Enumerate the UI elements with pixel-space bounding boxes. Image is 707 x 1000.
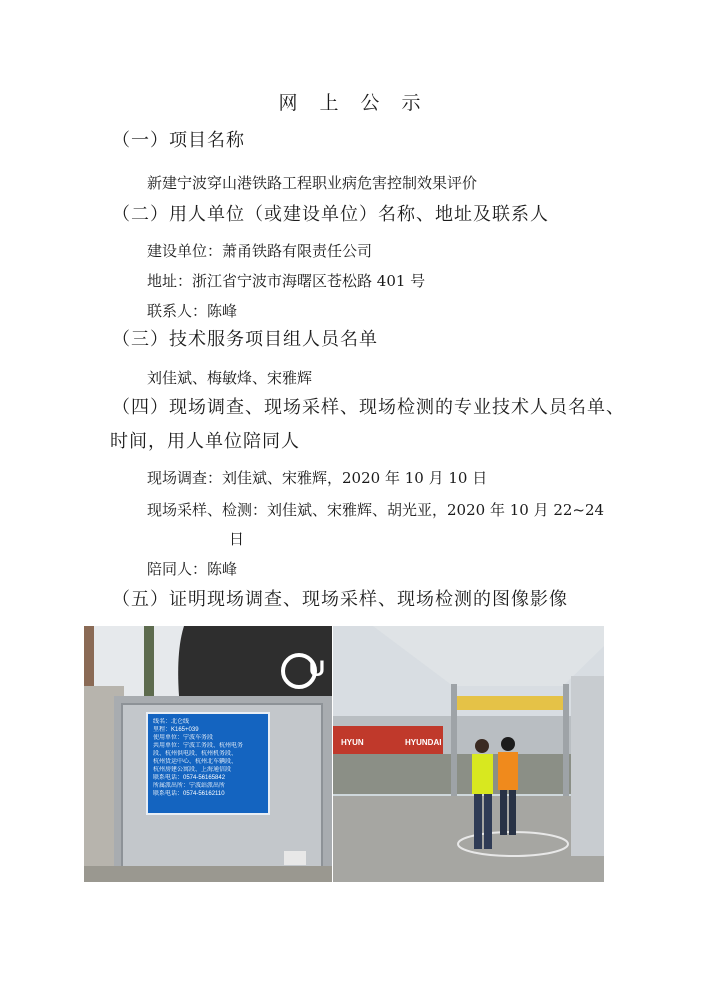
gate-info-sign <box>146 712 270 815</box>
shelter-scene <box>333 626 604 882</box>
address: 地址：浙江省宁波市海曙区苍松路 401 号 <box>147 272 426 290</box>
site-photo-gate <box>84 626 332 882</box>
sign-line: 里程：K165+039 <box>153 727 199 733</box>
sampling-line: 现场采样、检测：刘佳斌、宋雅辉、胡光亚，2020 年 10 月 22~24 <box>147 501 605 519</box>
section-1-heading: （一）项目名称 <box>112 130 245 151</box>
section-4-heading-line2: 时间，用人单位陪同人 <box>110 431 300 452</box>
survey-line: 现场调查：刘佳斌、宋雅辉，2020 年 10 月 10 日 <box>147 469 488 487</box>
tank-lettering: U <box>309 656 325 681</box>
sign-line: 段、杭州供电段、杭州机务段、 <box>153 751 238 757</box>
section-5-heading: （五）证明现场调查、现场采样、现场检测的图像影像 <box>112 589 568 610</box>
page-title: 网 上 公 示 <box>278 92 429 114</box>
sign-line: 联系电话：0574-56165842 <box>153 775 226 781</box>
team-members: 刘佳斌、梅敏烽、宋雅辉 <box>147 369 313 387</box>
section-2-heading: （二）用人单位（或建设单位）名称、地址及联系人 <box>112 204 549 225</box>
project-name: 新建宁波穿山港铁路工程职业病危害控制效果评价 <box>147 174 478 192</box>
site-photo-shelter <box>333 626 604 882</box>
sign-line: 联系电话：0574-56162110 <box>153 791 225 797</box>
accompany-person: 陪同人：陈峰 <box>147 560 238 578</box>
container-label-1: HYUN <box>341 738 364 747</box>
sign-line: 杭州货运中心、杭州北车辆段、 <box>153 759 238 765</box>
container-label-2: HYUNDAI <box>405 738 442 747</box>
section-4-heading-line1: （四）现场调查、现场采样、现场检测的专业技术人员名单、 <box>112 397 625 418</box>
section-3-heading: （三）技术服务项目组人员名单 <box>112 329 378 350</box>
sampling-line-cont: 日 <box>229 530 245 548</box>
sign-line: 线名：北仑线 <box>153 719 190 725</box>
contact-person: 联系人：陈峰 <box>147 302 238 320</box>
sign-line: 所属派出所：宁波站派出所 <box>153 783 226 789</box>
builder-unit: 建设单位：萧甬铁路有限责任公司 <box>147 242 373 260</box>
sign-line: 共用单位：宁波工务段、杭州电务 <box>153 743 244 749</box>
sign-line: 使用单位：宁波车务段 <box>153 735 214 741</box>
sign-line: 杭州房建公寓段、上海通信段 <box>153 767 232 773</box>
